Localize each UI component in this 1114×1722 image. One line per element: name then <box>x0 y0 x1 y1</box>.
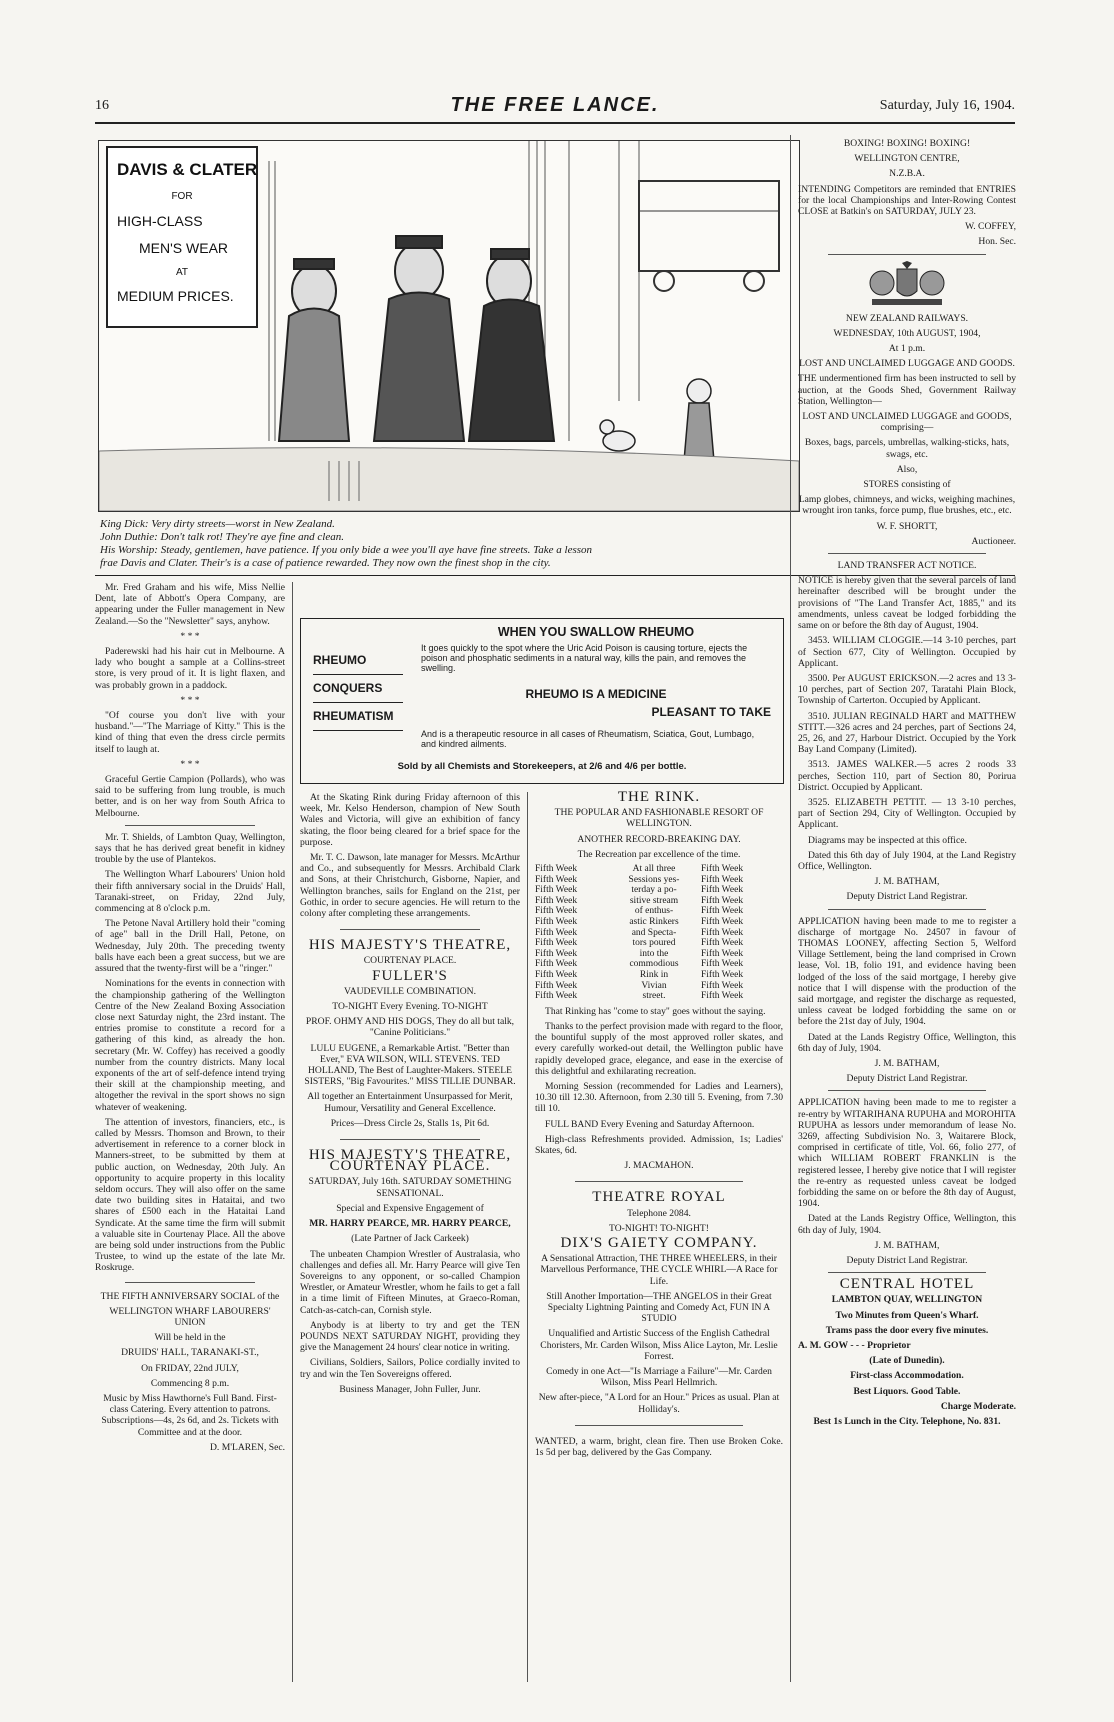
fifth-week-label: Fifth Week <box>535 969 578 980</box>
sign-line-1: DAVIS & CLATER <box>117 160 258 179</box>
rheumo-heading-3: PLEASANT TO TAKE <box>651 705 771 719</box>
fifth-week-label: Fifth Week <box>701 874 744 885</box>
boxing-heading: BOXING! BOXING! BOXING! <box>843 138 971 149</box>
fifth-week-label: Fifth Week <box>535 927 578 938</box>
caption-line: frae Davis and Clater. Their's is a case of patience rewarded. They now own the finest shop in the city. <box>100 557 551 569</box>
land-transfer-item: 3510. JULIAN REGINALD HART and MATTHEW STITT.—326 acres and 24 perches, part of Sections 24, 25, 26, and 27, Harbour District. Occupied by the York Bay Land Company (Limited). <box>798 710 1016 756</box>
fifth-week-label: Fifth Week <box>535 938 578 949</box>
fifth-week-text: sitive stream <box>629 895 679 906</box>
sign-line-6: MEDIUM PRICES. <box>117 288 234 304</box>
railways-time: At 1 p.m. <box>888 343 926 355</box>
ad-title: HIS MAJESTY'S THEATRE, <box>308 937 512 954</box>
news-item: Paderewski had his hair cut in Melbourne. A lady who bought a sample at a Collins-street store, is very proud of it. It is light flaxen, and was probably grown in a paddock. <box>95 646 285 691</box>
ad-line: On FRIDAY, 22nd JULY, <box>141 1362 239 1374</box>
page-number: 16 <box>95 98 109 113</box>
divider <box>125 825 255 826</box>
theatre-royal-advert <box>535 1189 783 1415</box>
rheumo-label: RHEUMO <box>313 647 403 675</box>
ad-line: SATURDAY, July 16th. SATURDAY SOMETHING SENSATIONAL. <box>308 1176 512 1199</box>
ad-body: The unbeaten Champion Wrestler of Australasia, who challenges and defies all. Mr. Harry Pearce will give Ten Sovereigns to any opponent, or so-called Champion Wrestler, or Amateur Wrestler, whom he fails to get a fall in a time limit of Fifteen Minutes, at Graeco-Roman, Catch-as-catch-can, Cornish style. <box>300 1248 520 1316</box>
ad-signature: D. M'LAREN, Sec. <box>209 1441 285 1453</box>
sign-line-5: AT <box>175 267 189 278</box>
fifth-week-label: Fifth Week <box>701 991 744 1002</box>
caption-line: John Duthie: Don't talk rot! They're aye fine and clean. <box>100 531 344 543</box>
land-transfer-item: 3453. WILLIAM CLOGGIE.—14 3-10 perches, part of Section 677, City of Wellington. Occupied by Applicant. <box>798 635 1016 669</box>
news-item: The attention of investors, financiers, etc., is called by Messrs. Thomson and Brown, to their advertisement in reference to a corner block in Manners-street, to be submitted by them at public auction, on Wednesday, 20th July. An opportunity to acquire property in this locality seldom occurs. They will also offer on the same date two building sites in Hataitai, and two shares of £500 each in the Hataitai Land Syndicate. At the same time the firm will submit a valuable site in Courtenay Place. All the above are being sold under instructions from the Public Trustee, to wind up the estate of the late Mr. Roskruge. <box>95 1116 285 1274</box>
column-3 <box>535 789 783 1462</box>
hotel-proprietor: A. M. GOW - - - Proprietor <box>798 1340 911 1352</box>
ad-line: Telephone 2084. <box>627 1207 691 1219</box>
column-rule <box>790 135 791 1682</box>
fifth-week-label: Fifth Week <box>535 864 578 875</box>
ad-line: MR. HARRY PEARCE, MR. HARRY PEARCE, <box>309 1218 511 1230</box>
divider <box>340 929 480 930</box>
fifth-week-label: Fifth Week <box>535 948 578 959</box>
ad-subtitle: VAUDEVILLE COMBINATION. <box>344 985 476 997</box>
application-1-signature: J. M. BATHAM, <box>874 1058 940 1069</box>
fifth-week-label: Fifth Week <box>535 959 578 970</box>
ad-line: Prices—Dress Circle 2s, Stalls 1s, Pit 6d. <box>330 1117 490 1129</box>
hotel-late: (Late of Dunedin). <box>869 1355 945 1367</box>
application-1-dated: Dated at the Lands Registry Office, Wellington, this 6th day of July, 1904. <box>798 1031 1016 1054</box>
hotel-line: LAMBTON QUAY, WELLINGTON <box>831 1294 983 1306</box>
rheumo-text-2: And is a therapeutic resource in all cases of Rheumatism, Sciatica, Gout, Lumbago, and kindred ailments. <box>421 729 755 749</box>
fifth-week-label: Fifth Week <box>535 980 578 991</box>
land-transfer-item: Dated this 6th day of July 1904, at the Land Registry Office, Wellington. <box>798 849 1016 872</box>
hotel-line: Trams pass the door every five minutes. <box>825 1324 989 1336</box>
fifth-week-text: At all three <box>632 864 676 875</box>
railways-signature: W. F. SHORTT, <box>876 520 938 532</box>
fifth-week-text: commodious <box>629 959 679 970</box>
fifth-week-label: Fifth Week <box>701 927 744 938</box>
rheumo-label: RHEUMATISM <box>313 703 403 731</box>
railways-also: Also, <box>896 463 918 475</box>
land-transfer-signature: Deputy District Land Registrar. <box>846 891 968 903</box>
fifth-week-label: Fifth Week <box>701 959 744 970</box>
hotel-line: Two Minutes from Queen's Wharf. <box>835 1309 979 1321</box>
fifth-week-label: Fifth Week <box>535 991 578 1002</box>
ad-line: Commencing 8 p.m. <box>150 1377 230 1389</box>
railways-subheading: LOST AND UNCLAIMED LUGGAGE AND GOODS. <box>799 358 1015 370</box>
news-item: At the Skating Rink during Friday afternoon of this week, Mr. Kelso Henderson, champion of New South Wales and Victoria, will give an exhibition of fancy skating, the floor being cleared for a brief space for the purpose. <box>300 792 520 848</box>
rheumo-left-panel <box>313 647 403 731</box>
fifth-week-text: and Specta- <box>631 927 677 938</box>
land-transfer-body: NOTICE is hereby given that the several parcels of land hereinafter described will be brought under the provisions of "The Land Transfer Act, 1885," and its amendments, unless caveat be lodged forbidding the same on or before the 8th day of August, 1904. <box>798 575 1016 632</box>
railways-subheading: LOST AND UNCLAIMED LUGGAGE and GOODS, comprising— <box>802 411 1012 434</box>
header-rule <box>95 122 1015 124</box>
land-transfer-item: Diagrams may be inspected at this office. <box>808 834 967 846</box>
caption-line: King Dick: Very dirty streets—worst in New Zealand. <box>100 518 335 530</box>
rink-subtitle: ANOTHER RECORD-BREAKING DAY. <box>577 833 741 845</box>
fifth-week-label: Fifth Week <box>701 885 744 896</box>
ad-line: PROF. OHMY AND HIS DOGS, They do all but talk, "Canine Politicians." <box>305 1016 515 1039</box>
ad-line: Will be held in the <box>154 1332 226 1344</box>
application-2-signature: Deputy District Land Registrar. <box>846 1255 968 1267</box>
fifth-week-label: Fifth Week <box>701 948 744 959</box>
cartoon-illustration <box>98 140 800 512</box>
rink-subtitle: THE POPULAR AND FASHIONABLE RESORT OF WELLINGTON. <box>554 807 764 830</box>
rink-body: FULL BAND Every Evening and Saturday Afternoon. <box>545 1118 755 1130</box>
railways-items: Boxes, bags, parcels, umbrellas, walking-sticks, hats, swags, etc. <box>804 437 1010 460</box>
ad-body: Comedy in one Act—"Is Marriage a Failure"—Mr. Carden Wilson, Miss Pearl Hellmrich. <box>546 1366 772 1389</box>
masthead: THE FREE LANCE. <box>450 94 660 116</box>
application-1: APPLICATION having been made to me to register a discharge of mortgage No. 24507 in favour of THOMAS LOONEY, affecting Section 5, Welford Village Settlement, being the land comprised in Crown lease, Vol. 1B, folio 191, and evidence having been lodged of the loss of the said mortgage, I hereby give notice that I will dispense with the production of the said mortgage, and register the discharge as requested, unless caveat be lodged forbidding the same on or before the 21st day of July, 1904. <box>798 915 1016 1028</box>
divider <box>125 1282 255 1283</box>
railways-stores: STORES consisting of <box>863 479 951 491</box>
ad-line: (Late Partner of Jack Carkeek) <box>351 1233 469 1245</box>
news-item: "Of course you don't live with your husband."—"The Marriage of Kitty." This is the kind of thing that even the dress circle permits itself to laugh at. <box>95 710 285 755</box>
coat-of-arms-icon <box>852 261 962 309</box>
fifth-week-text: terday a po- <box>631 885 677 896</box>
rink-body: That Rinking has "come to stay" goes without the saying. <box>545 1005 766 1017</box>
fifth-week-grid <box>535 864 783 1002</box>
ad-title: DIX'S GAIETY COMPANY. <box>560 1234 758 1251</box>
fifth-week-text: of enthus- <box>634 906 674 917</box>
application-2: APPLICATION having been made to me to register a re-entry by WITARIHANA RUPUHA and MOROHITA RUPUHA as lessors under memorandum of lease No. 3269, affecting Subdivision No. 3, Waitarere Block, comprised in certificate of title, Vol. 66, folio 277, of which WILLIAM ROBERT FRANKLIN is the registered lessee, I hereby give notice that I will register the re-entry as requested unless caveat be lodged forbidding the same on or before the 8th day of August, 1904. <box>798 1097 1016 1210</box>
land-transfer-item: 3525. ELIZABETH PETTIT. — 13 3-10 perches, part of Section 294, City of Wellington. Occupied by Applicant. <box>798 796 1016 831</box>
sign-line-3: HIGH-CLASS <box>117 213 203 229</box>
fifth-week-text: tors poured <box>632 938 676 949</box>
divider <box>575 1181 743 1182</box>
ad-body: Anybody is at liberty to try and get the TEN POUNDS NEXT SATURDAY NIGHT, providing they give the Management 24 hours' clear notice in writing. <box>300 1319 520 1354</box>
cartoon-drawing <box>99 141 799 511</box>
ad-title: THEATRE ROYAL <box>592 1189 726 1206</box>
fifth-week-text: astic Rinkers <box>629 916 679 927</box>
railways-heading: NEW ZEALAND RAILWAYS. <box>845 312 969 324</box>
news-item: Nominations for the events in connection with the championship gathering of the Wellington Centre of the New Zealand Boxing Association close next Saturday night, the 23rd instant. The entries promise to constitute a record for a gathering of this kind, as already the hon. secretary (Mr. W. Coffey) has received a goodly number from the country districts. Many local exponents of the art of self-defence intend trying their skill at the championship meeting, and altogether the revival in the sport shows no sign whatever of weakening. <box>95 978 285 1113</box>
rheumo-footer: Sold by all Chemists and Storekeepers, at 2/6 and 4/6 per bottle. <box>397 761 687 772</box>
fifth-week-label: Fifth Week <box>701 980 744 991</box>
divider <box>828 1090 986 1091</box>
column-4 <box>798 138 1016 1431</box>
ad-line: WELLINGTON WHARF LABOURERS' UNION <box>109 1305 271 1328</box>
rheumo-text: It goes quickly to the spot where the Uric Acid Poison is causing torture, ejects the poison and phosphatic sediments in a natural way, kills the pain, and removes the swelling. <box>421 643 748 673</box>
asterisks: * * * <box>180 758 200 770</box>
fifth-week-label: Fifth Week <box>535 874 578 885</box>
cartoon-caption <box>100 518 790 570</box>
boxing-signature: W. COFFEY, <box>965 221 1016 233</box>
ad-body: Unqualified and Artistic Success of the English Cathedral Choristers, Mr. Carden Wilson, Miss Alice Layton, Mr. Leslie Forrest. <box>540 1328 778 1362</box>
rink-title: THE RINK. <box>617 789 701 805</box>
rheumo-heading-2: RHEUMO IS A MEDICINE <box>525 687 667 701</box>
fifth-week-text: Rink in <box>639 969 669 980</box>
land-transfer-item: 3513. JAMES WALKER.—5 acres 2 roods 33 perches, Section 110, part of Section 80, Porirua District. Occupied by Applicant. <box>798 759 1016 793</box>
rheumo-heading: WHEN YOU SWALLOW RHEUMO <box>497 625 695 639</box>
divider <box>340 1139 480 1140</box>
column-1 <box>95 582 285 1457</box>
rheumo-advert <box>300 618 784 784</box>
news-item: Graceful Gertie Campion (Pollards), who was said to be suffering from lung trouble, is much better, and is on her way from South Africa to Melbourne. <box>95 774 285 819</box>
news-item: Mr. Fred Graham and his wife, Miss Nellie Dent, late of Abbott's Opera Company, are appearing under the Fuller management in New Zealand.—So the "Newsletter" says, anyhow. <box>95 582 285 627</box>
fifth-week-text: into the <box>639 948 669 959</box>
hotel-line: Best 1s Lunch in the City. Telephone, No. 831. <box>813 1416 1001 1428</box>
divider <box>575 1425 743 1426</box>
fifth-week-text: Vivian <box>641 980 667 991</box>
rink-body: Morning Session (recommended for Ladies and Learners), 10.30 till 12.30. Afternoon, from 2.30 till 5. Evening, from 7.30 till 10. <box>535 1080 783 1115</box>
fifth-week-label: Fifth Week <box>535 895 578 906</box>
ad-body: New after-piece, "A Lord for an Hour." Prices as usual. Plan at Holliday's. <box>538 1392 780 1415</box>
divider <box>828 254 986 255</box>
ad-subtitle: COURTENAY PLACE. <box>363 955 457 967</box>
ad-line: LULU EUGENE, a Remarkable Artist. "Better than Ever," EVA WILSON, WILL STEVENS. TED HOLLAND, The Best of Laughter-Makers. STEELE SISTERS, "Big Favourites." MISS TILLIE DUNBAR. <box>304 1042 516 1088</box>
railways-stores-body: Lamp globes, chimneys, and wicks, weighing machines, wrought iron tanks, force pump, flue brushes, etc., etc. <box>798 494 1016 517</box>
fifth-week-label: Fifth Week <box>701 969 744 980</box>
rink-body: Thanks to the perfect provision made with regard to the floor, the bountiful supply of the most approved roller skates, and every carefully worked-out detail, the Wellington public have rapidly developed grace, elegance, and ease in the exercise of this delightful and exhilarating recreation. <box>535 1020 783 1077</box>
boxing-subheading: WELLINGTON CENTRE, <box>854 153 960 165</box>
rink-signature: J. MACMAHON. <box>624 1160 694 1172</box>
rink-intro: The Recreation par excellence of the time. <box>577 848 741 860</box>
ad-line: DRUIDS' HALL, TARANAKI-ST., <box>121 1347 259 1359</box>
hotel-line: Charge Moderate. <box>940 1400 1016 1412</box>
ad-body: Music by Miss Hawthorne's Full Band. First-class Catering. Every attention to patrons. Subscriptions—4s, 2s 6d, and 2s. Tickets with Committee and at the door. <box>101 1393 279 1438</box>
fifth-week-label: Fifth Week <box>701 938 744 949</box>
column-rule <box>292 582 293 1682</box>
divider <box>828 909 986 910</box>
ad-signature: Business Manager, John Fuller, Junr. <box>339 1383 481 1395</box>
wharf-social-ad <box>95 1291 285 1453</box>
caption-line: His Worship: Steady, gentlemen, have patience. If you only bide a wee you'll aye have fine streets. Take a lesson <box>100 544 593 556</box>
divider <box>828 1272 986 1273</box>
land-transfer-signature: J. M. BATHAM, <box>874 876 940 888</box>
page-header <box>95 94 1015 120</box>
railways-body: THE undermentioned firm has been instructed to sell by auction, at the Goods Shed, Government Railway Station, Wellington— <box>798 373 1016 407</box>
divider <box>828 553 986 554</box>
news-item: The Wellington Wharf Labourers' Union hold their fifth anniversary social in the Druids' Hall, Taranaki-street, on Friday, 22nd July, commencing at 8 o'clock p.m. <box>95 869 285 915</box>
fifth-week-label: Fifth Week <box>701 906 744 917</box>
railways-date: WEDNESDAY, 10th AUGUST, 1904, <box>833 327 981 339</box>
issue-date: Saturday, July 16, 1904. <box>879 98 1015 113</box>
hotel-line: Best Liquors. Good Table. <box>853 1385 961 1397</box>
ad-title: HIS MAJESTY'S THEATRE, COURTENAY PLACE. <box>308 1147 512 1175</box>
ad-line: TO-NIGHT! TO-NIGHT! <box>609 1222 709 1234</box>
news-item: Mr. T. C. Dawson, late manager for Messrs. McArthur and Co., and subsequently for Messrs. Archibald Clark and Sons, at their Christchurch, Gisborne, Napier, and Wellington branches, sails for England on the 21st, per Gothic, in order to secure agencies. He will return to the colony after completing these arrangements. <box>300 852 520 920</box>
land-transfer-item: 3500. Per AUGUST ERICKSON.—2 acres and 13 3-10 perches, part of Section 207, Taratahi Plain Block, Township of Carterton. Occupied by Applicant. <box>798 672 1016 707</box>
ad-line: Special and Expensive Engagement of <box>336 1202 484 1214</box>
ad-title: FULLER'S <box>372 967 448 984</box>
sign-line-2: FOR <box>171 191 193 202</box>
ad-body: Still Another Importation—THE ANGELOS in their Great Specialty Lightning Painting and Comedy Act, FUN IN A STUDIO <box>546 1290 772 1325</box>
fifth-week-label: Fifth Week <box>535 916 578 927</box>
ad-line: All together an Entertainment Unsurpassed for Merit, Humour, Versatility and General Excellence. <box>307 1091 513 1114</box>
column-2 <box>300 792 520 1399</box>
fifth-week-label: Fifth Week <box>535 906 578 917</box>
fifth-week-text: street. <box>642 991 666 1002</box>
pearce-advert <box>300 1147 520 1395</box>
fifth-week-label: Fifth Week <box>535 885 578 896</box>
central-hotel-advert <box>798 1276 1016 1428</box>
rink-body: High-class Refreshments provided. Admission, 1s; Ladies' Skates, 6d. <box>535 1133 783 1156</box>
ad-line: TO-NIGHT Every Evening. TO-NIGHT <box>332 1001 488 1013</box>
boxing-body: INTENDING Competitors are reminded that ENTRIES for the local Championships and Inter-Rowing Contest CLOSE at Batkin's on SATURDAY, JULY 23. <box>798 183 1016 218</box>
hotel-line: First-class Accommodation. <box>850 1370 964 1382</box>
fifth-week-label: Fifth Week <box>701 895 744 906</box>
news-item: The Petone Naval Artillery hold their "coming of age" ball in the Drill Hall, Petone, on Wednesday, July 20th. The preceding twenty balls have each been a great success, but we are assured that the twenty-first will be a "ringer." <box>95 918 285 975</box>
news-item: Mr. T. Shields, of Lambton Quay, Wellington, says that he has derived great benefit in kidney trouble by the use of Plantekos. <box>95 831 285 866</box>
asterisks: * * * <box>180 694 200 706</box>
fifth-week-label: Fifth Week <box>701 916 744 927</box>
asterisks: * * * <box>180 630 200 642</box>
column-rule <box>527 792 528 1682</box>
sign-line-4: MEN'S WEAR <box>139 240 229 256</box>
gas-company-advert: WANTED, a warm, bright, clean fire. Then use Broken Coke. 1s 5d per bag, delivered by the Gas Company. <box>535 1435 783 1459</box>
fifth-week-label: Fifth Week <box>701 864 744 875</box>
railways-signature: Auctioneer. <box>971 535 1016 547</box>
ad-body: A Sensational Attraction, THE THREE WHEELERS, in their Marvellous Performance, THE CYCLE WHIRL—A Race for Life. <box>540 1253 778 1287</box>
hotel-heading: CENTRAL HOTEL <box>839 1276 975 1293</box>
fifth-week-text: Sessions yes- <box>628 874 680 885</box>
ad-body: Civilians, Soldiers, Sailors, Police cordially invited to try and win the Ten Sovereigns offered. <box>300 1357 520 1380</box>
fullers-advert <box>300 937 520 1129</box>
application-2-dated: Dated at the Lands Registry Office, Wellington, this 6th day of July, 1904. <box>798 1213 1016 1236</box>
boxing-signature: Hon. Sec. <box>978 236 1016 248</box>
rheumo-label: CONQUERS <box>313 675 403 703</box>
ad-line: THE FIFTH ANNIVERSARY SOCIAL of the <box>100 1290 280 1302</box>
boxing-subheading: N.Z.B.A. <box>889 168 925 180</box>
application-2-signature: J. M. BATHAM, <box>874 1239 940 1251</box>
application-1-signature: Deputy District Land Registrar. <box>846 1073 968 1085</box>
land-transfer-heading: LAND TRANSFER ACT NOTICE. <box>837 560 977 572</box>
